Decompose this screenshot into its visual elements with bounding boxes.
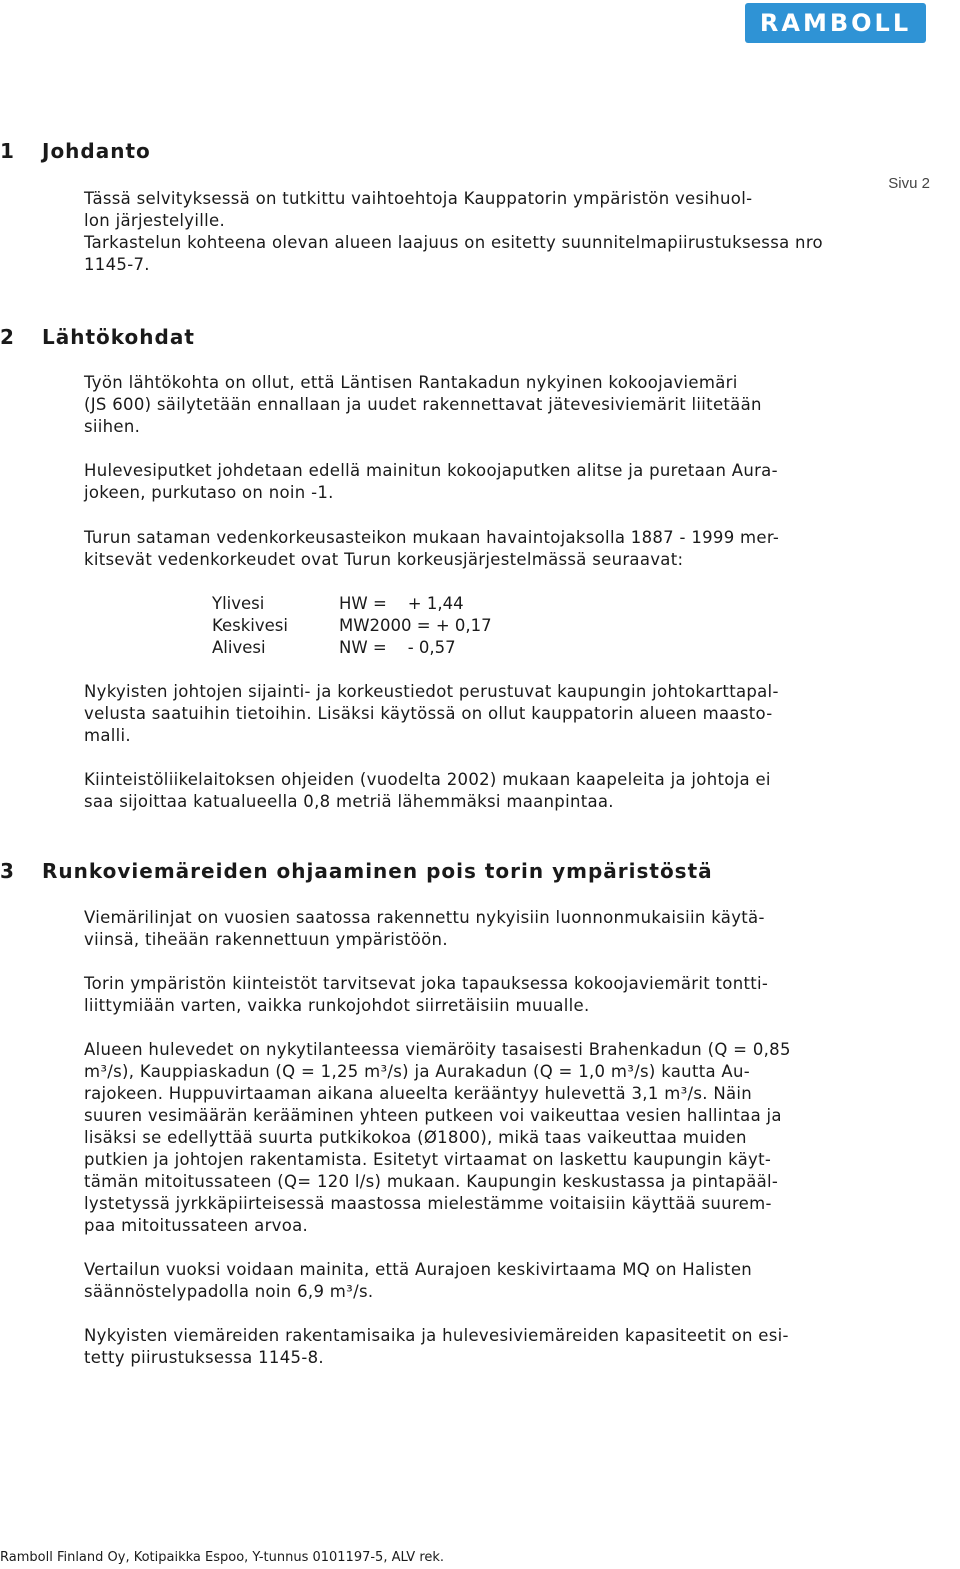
text-line: lisäksi se edellyttää suurta putkikokoa (Ø1800), mikä taas vaikeuttaa muiden xyxy=(84,1128,747,1147)
section-heading-1 xyxy=(0,139,151,163)
section-heading-2 xyxy=(0,325,195,349)
text-line: viinsä, tiheään rakennettuun ympäristöön. xyxy=(84,930,448,949)
water-level-name: Keskivesi xyxy=(212,616,288,635)
text-line: lon järjestelyille. xyxy=(84,211,226,230)
text-line: putkien ja johtojen rakentamista. Esitetyt virtaamat on laskettu kaupungin käyt- xyxy=(84,1150,772,1169)
text-line: siihen. xyxy=(84,417,141,436)
section-title: Johdanto xyxy=(42,139,151,163)
section-number: 2 xyxy=(0,325,15,349)
water-level-name: Ylivesi xyxy=(212,594,265,613)
paragraph xyxy=(84,188,823,276)
paragraph xyxy=(84,769,771,813)
water-level-row xyxy=(212,615,492,637)
section-number: 1 xyxy=(0,139,15,163)
section-heading-3 xyxy=(0,859,713,883)
text-line: saa sijoittaa katualueella 0,8 metriä lähemmäksi maanpintaa. xyxy=(84,792,614,811)
paragraph xyxy=(84,527,779,571)
ramboll-logo: RAMBOLL xyxy=(745,3,926,43)
paragraph xyxy=(84,1325,789,1369)
text-line: Vertailun vuoksi voidaan mainita, että Aurajoen keskivirtaama MQ on Halisten xyxy=(84,1260,753,1279)
footer-text: Ramboll Finland Oy, Kotipaikka Espoo, Y-tunnus 0101197-5, ALV rek. xyxy=(0,1550,445,1565)
water-level-name: Alivesi xyxy=(212,638,266,657)
section-number: 3 xyxy=(0,859,15,883)
text-line: Alueen hulevedet on nykytilanteessa viemäröity tasaisesti Brahenkadun (Q = 0,85 xyxy=(84,1040,791,1059)
paragraph xyxy=(84,973,768,1017)
page-number: Sivu 2 xyxy=(888,175,930,192)
paragraph xyxy=(84,681,779,747)
text-line: paa mitoitussateen arvoa. xyxy=(84,1216,309,1235)
text-line: Nykyisten viemäreiden rakentamisaika ja hulevesiviemäreiden kapasiteetit on esi- xyxy=(84,1326,789,1345)
water-level-table xyxy=(212,593,492,659)
section-title: Lähtökohdat xyxy=(42,325,195,349)
text-line: kitsevät vedenkorkeudet ovat Turun korkeusjärjestelmässä seuraavat: xyxy=(84,550,684,569)
paragraph xyxy=(84,907,765,951)
text-line: Turun sataman vedenkorkeusasteikon mukaan havaintojaksolla 1887 - 1999 mer- xyxy=(84,528,780,547)
text-line: Tarkastelun kohteena olevan alueen laajuus on esitetty suunnitelmapiirustuksessa nro xyxy=(84,233,823,252)
text-line: liittymiään varten, vaikka runkojohdot siirretäisiin muualle. xyxy=(84,996,590,1015)
text-line: velusta saatuihin tietoihin. Lisäksi käytössä on ollut kauppatorin alueen maasto- xyxy=(84,704,773,723)
text-line: m³/s), Kauppiaskadun (Q = 1,25 m³/s) ja Aurakadun (Q = 1,0 m³/s) kautta Au- xyxy=(84,1062,751,1081)
paragraph xyxy=(84,1039,791,1237)
text-line: suuren vesimäärän kerääminen yhteen putkeen voi vaikeuttaa vesien hallintaa ja xyxy=(84,1106,782,1125)
water-level-value: MW2000 = + 0,17 xyxy=(339,616,492,635)
paragraph xyxy=(84,372,762,438)
text-line: (JS 600) säilytetään ennallaan ja uudet rakennettavat jätevesiviemärit liitetään xyxy=(84,395,762,414)
text-line: rajokeen. Huppuvirtaaman aikana alueelta kerääntyy hulevettä 3,1 m³/s. Näin xyxy=(84,1084,753,1103)
text-line: Viemärilinjat on vuosien saatossa rakennettu nykyisiin luonnonmukaisiin käytä- xyxy=(84,908,765,927)
text-line: Kiinteistöliikelaitoksen ohjeiden (vuodelta 2002) mukaan kaapeleita ja johtoja ei xyxy=(84,770,771,789)
text-line: lystetyssä jyrkkäpiirteisessä maastossa mielestämme voitaisiin käyttää suurem- xyxy=(84,1194,772,1213)
text-line: Torin ympäristön kiinteistöt tarvitsevat joka tapauksessa kokoojaviemärit tontti- xyxy=(84,974,769,993)
text-line: tämän mitoitussateen (Q= 120 l/s) mukaan. Kaupungin keskustassa ja pintapääl- xyxy=(84,1172,779,1191)
text-line: tetty piirustuksessa 1145-8. xyxy=(84,1348,324,1367)
paragraph xyxy=(84,460,778,504)
text-line: säännöstelypadolla noin 6,9 m³/s. xyxy=(84,1282,374,1301)
water-level-value: HW = + 1,44 xyxy=(339,594,464,613)
text-line: Hulevesiputket johdetaan edellä mainitun kokoojaputken alitse ja puretaan Aura- xyxy=(84,461,778,480)
section-title: Runkoviemäreiden ohjaaminen pois torin ympäristöstä xyxy=(42,859,713,883)
text-line: malli. xyxy=(84,726,131,745)
text-line: Tässä selvityksessä on tutkittu vaihtoehtoja Kauppatorin ympäristön vesihuol- xyxy=(84,189,753,208)
water-level-row xyxy=(212,593,492,615)
water-level-row xyxy=(212,637,492,659)
text-line: Nykyisten johtojen sijainti- ja korkeustiedot perustuvat kaupungin johtokarttapal- xyxy=(84,682,779,701)
paragraph xyxy=(84,1259,752,1303)
text-line: 1145-7. xyxy=(84,255,150,274)
text-line: Työn lähtökohta on ollut, että Läntisen Rantakadun nykyinen kokoojaviemäri xyxy=(84,373,738,392)
water-level-value: NW = - 0,57 xyxy=(339,638,456,657)
text-line: jokeen, purkutaso on noin -1. xyxy=(84,483,334,502)
